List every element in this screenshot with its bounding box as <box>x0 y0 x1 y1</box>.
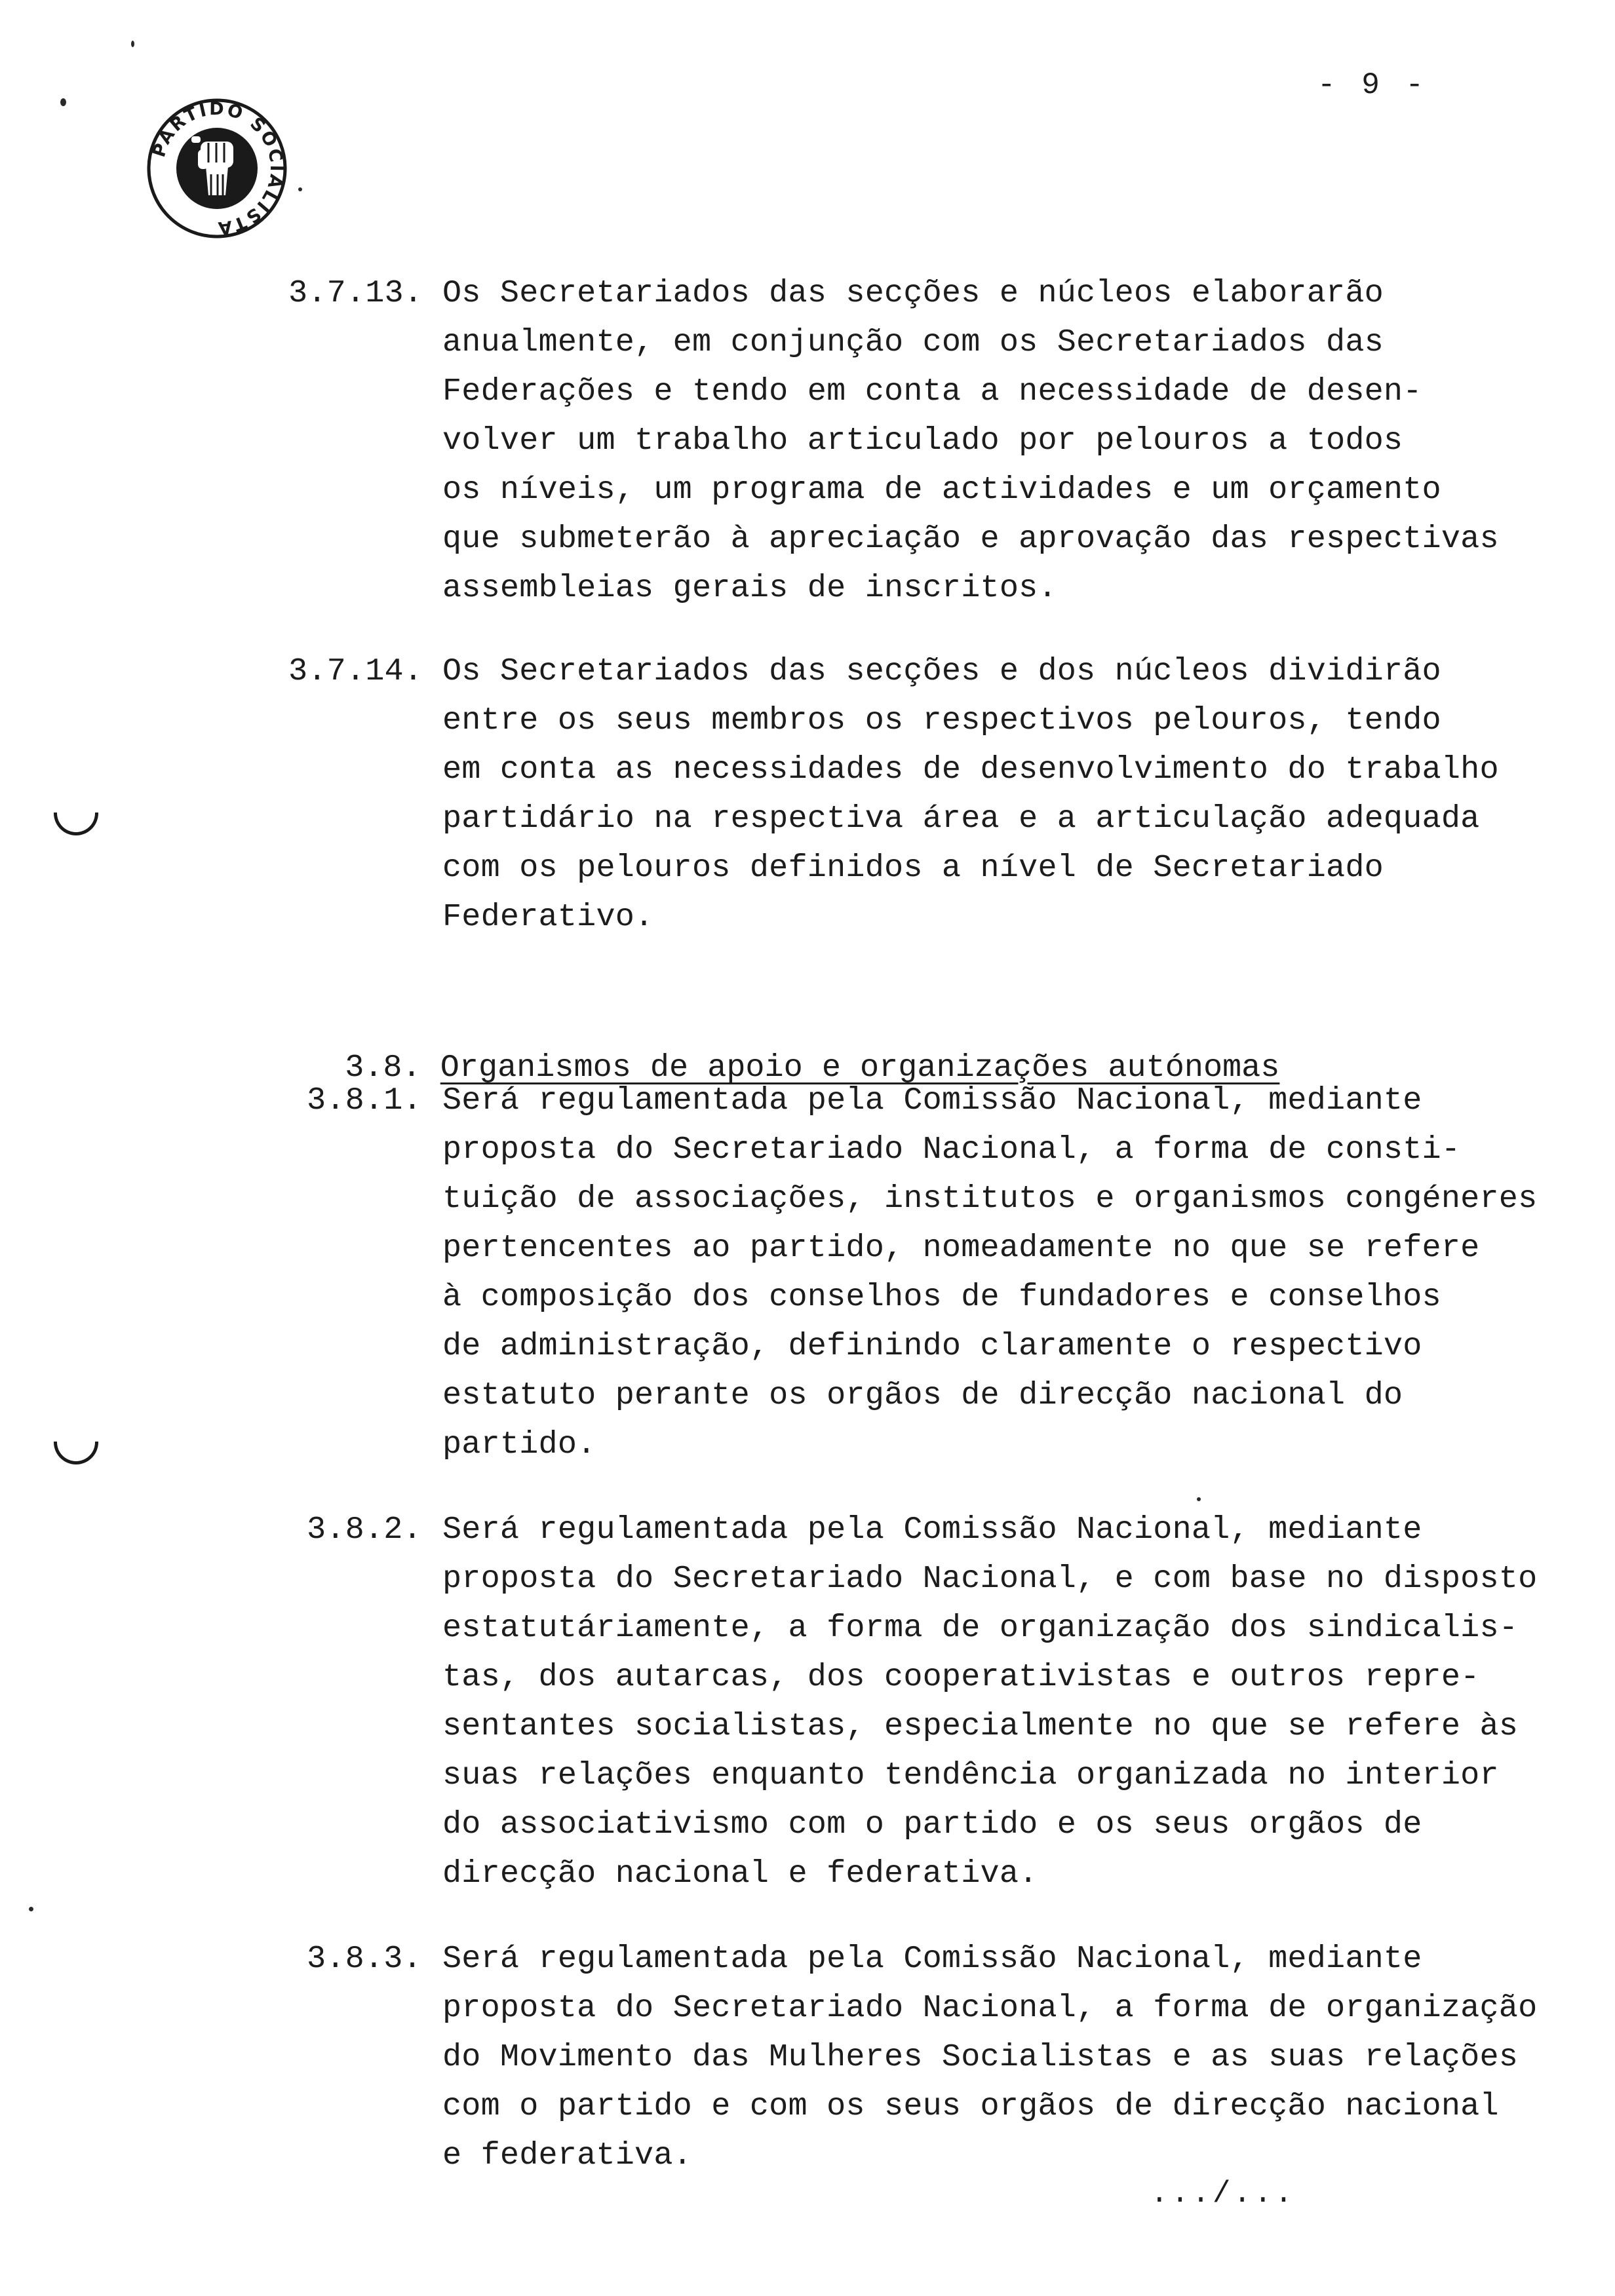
fist-icon <box>146 97 288 240</box>
text-line: pertencentes ao partido, nomeadamente no que se refere <box>442 1230 1480 1266</box>
text-line: volver um trabalho articulado por pelouros a todos <box>442 423 1403 459</box>
text-line: com os pelouros definidos a nível de Secretariado <box>442 850 1384 886</box>
text-line: Federativo. <box>442 899 654 935</box>
text-line: partido. <box>442 1426 596 1463</box>
text-line: os níveis, um programa de actividades e um orçamento <box>442 472 1441 508</box>
paragraph-number: 3.8.2. <box>307 1512 422 1548</box>
text-line: com o partido e com os seus orgãos de direcção nacional <box>442 2088 1499 2124</box>
text-line: e federativa. <box>442 2137 692 2173</box>
text-line: partidário na respectiva área e a articulação adequada <box>442 801 1480 837</box>
text-line: estatutáriamente, a forma de organização dos sindicalis- <box>442 1610 1519 1646</box>
text-line: proposta do Secretariado Nacional, e com base no disposto <box>442 1561 1538 1597</box>
section-number: 3.8. <box>345 1050 421 1086</box>
text-line: Os Secretariados das secções e dos núcleos dividirão <box>442 653 1441 689</box>
binder-hole-mark <box>54 813 98 835</box>
text-line: do associativismo com o partido e os seus orgãos de <box>442 1807 1422 1843</box>
text-line: tuição de associações, institutos e organismos congéneres <box>442 1181 1538 1217</box>
text-line: sentantes socialistas, especialmente no que se refere às <box>442 1708 1519 1744</box>
text-line: que submeterão à apreciação e aprovação das respectivas <box>442 521 1499 557</box>
text-line: anualmente, em conjunção com os Secretariados das <box>442 324 1384 360</box>
scan-speck <box>298 187 302 191</box>
paragraph-number: 3.7.14. <box>288 653 423 689</box>
text-line: Será regulamentada pela Comissão Nacional, mediante <box>442 1512 1422 1548</box>
text-line: entre os seus membros os respectivos pelouros, tendo <box>442 702 1441 738</box>
party-logo <box>146 97 288 240</box>
text-line: do Movimento das Mulheres Socialistas e as suas relações <box>442 2039 1519 2075</box>
text-line: à composição dos conselhos de fundadores e conselhos <box>442 1279 1441 1315</box>
text-line: em conta as necessidades de desenvolvimento do trabalho <box>442 752 1499 788</box>
logo-ring-text: PARTIDO SOCIALISTA <box>148 98 287 239</box>
text-line: assembleias gerais de inscritos. <box>442 570 1057 606</box>
scan-speck <box>1197 1497 1201 1501</box>
section-title: Organismos de apoio e organizações autónomas <box>440 1050 1280 1086</box>
text-line: suas relações enquanto tendência organizada no interior <box>442 1757 1499 1793</box>
text-line: de administração, definindo claramente o respectivo <box>442 1328 1422 1364</box>
text-line: proposta do Secretariado Nacional, a forma de consti- <box>442 1132 1461 1168</box>
paragraph-number: 3.8.3. <box>307 1941 422 1977</box>
binder-hole-mark <box>54 1442 98 1464</box>
text-line: direcção nacional e federativa. <box>442 1856 1038 1892</box>
scan-speck <box>60 98 66 106</box>
text-line: estatuto perante os orgãos de direcção nacional do <box>442 1377 1403 1413</box>
paragraph-number: 3.7.13. <box>288 275 423 311</box>
page-number: - 9 - <box>1317 68 1428 102</box>
scan-speck <box>131 41 134 47</box>
text-line: Será regulamentada pela Comissão Nacional, mediante <box>442 1941 1422 1977</box>
text-line: tas, dos autarcas, dos cooperativistas e outros repre- <box>442 1659 1480 1695</box>
scan-speck <box>29 1907 33 1911</box>
text-line: proposta do Secretariado Nacional, a forma de organização <box>442 1990 1538 2026</box>
text-line: Os Secretariados das secções e núcleos elaborarão <box>442 275 1384 311</box>
paragraph-number: 3.8.1. <box>307 1082 422 1119</box>
continuation-mark: .../... <box>1150 2177 1296 2211</box>
text-line: Federações e tendo em conta a necessidade de desen- <box>442 373 1422 410</box>
text-line: Será regulamentada pela Comissão Nacional, mediante <box>442 1082 1422 1119</box>
